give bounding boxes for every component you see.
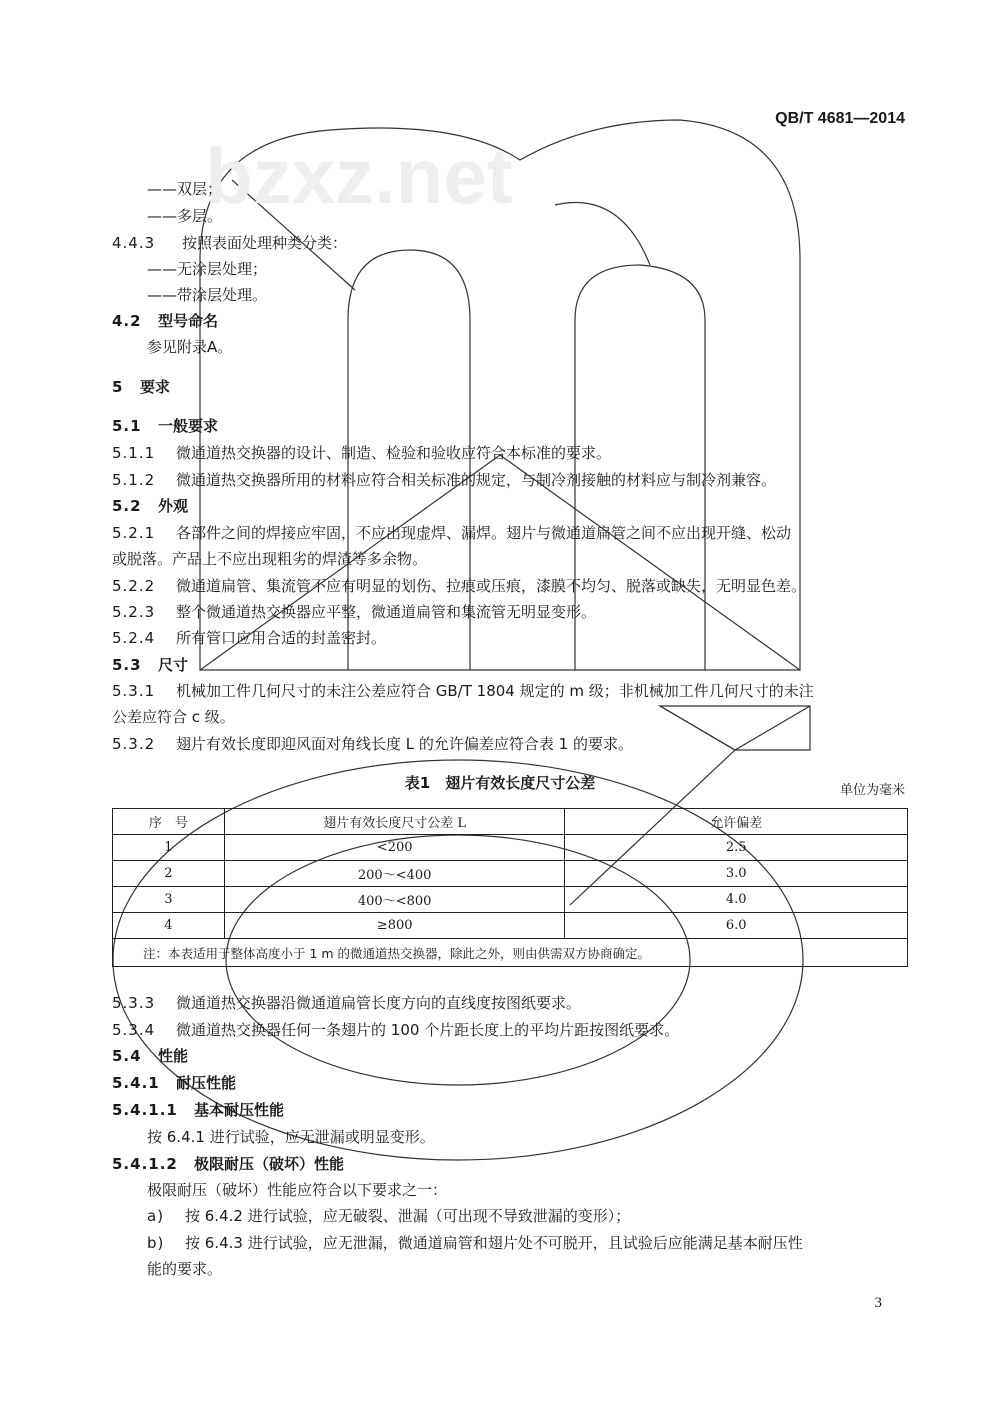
section-5-4-1-heading: 5.4.1 耐压性能 bbox=[112, 1074, 237, 1092]
table-note: 注：本表适用于整体高度小于 1 m 的微通道热交换器，除此之外，则由供需双方协商确定。 bbox=[113, 939, 908, 967]
clause-5-2-3: 5.2.3 整个微通道热交换器应平整，微通道扁管和集流管无明显变形。 bbox=[112, 603, 597, 621]
list-item-b: b) 按 6.4.3 进行试验，应无泄漏，微通道扁管和翅片处不可脱开，且试验后应能满足基本耐压性 bbox=[147, 1234, 803, 1252]
table-cell: 4 bbox=[113, 913, 225, 939]
clause-5-2-1-cont: 或脱落。产品上不应出现粗劣的焊渣等多余物。 bbox=[112, 550, 428, 568]
clause-5-4-1-2-text: 极限耐压（破坏）性能应符合以下要求之一： bbox=[147, 1181, 448, 1199]
section-4-2-heading: 4.2 型号命名 bbox=[112, 312, 219, 330]
section-5-heading: 5 要求 bbox=[112, 378, 171, 396]
tolerance-table bbox=[112, 808, 908, 967]
table-unit: 单位为毫米 bbox=[839, 783, 905, 798]
clause-4-4-3: 4.4.3 按照表面处理种类分类： bbox=[112, 234, 348, 252]
table-cell: 2.5 bbox=[565, 835, 908, 861]
header-deviation: 允许偏差 bbox=[565, 809, 908, 835]
clause-5-1-1: 5.1.1 微通道热交换器的设计、制造、检验和验收应符合本标准的要求。 bbox=[112, 444, 612, 462]
clause-5-3-1-cont: 公差应符合 c 级。 bbox=[112, 708, 235, 726]
table-cell: <200 bbox=[224, 835, 565, 861]
table-cell: 6.0 bbox=[565, 913, 908, 939]
table-cell: 1 bbox=[113, 835, 225, 861]
list-item-coating: ——带涂层处理。 bbox=[147, 286, 268, 304]
section-5-4-1-2-heading: 5.4.1.2 极限耐压（破坏）性能 bbox=[112, 1155, 345, 1173]
clause-5-2-4: 5.2.4 所有管口应用合适的封盖密封。 bbox=[112, 629, 387, 647]
page-number: 3 bbox=[874, 1295, 882, 1311]
table-row bbox=[113, 913, 908, 939]
clause-5-3-2: 5.3.2 翅片有效长度即迎风面对角线长度 L 的允许偏差应符合表 1 的要求。 bbox=[112, 735, 633, 753]
clause-5-2-2: 5.2.2 微通道扁管、集流管不应有明显的划伤、拉痕或压痕，漆膜不均匀、脱落或缺失，无明显色差。 bbox=[112, 577, 807, 595]
table-cell: 200～<400 bbox=[224, 861, 565, 887]
table-row bbox=[113, 835, 908, 861]
clause-5-3-3: 5.3.3 微通道热交换器沿微通道扁管长度方向的直线度按图纸要求。 bbox=[112, 994, 582, 1012]
section-5-3-heading: 5.3 尺寸 bbox=[112, 656, 189, 674]
standard-code: QB/T 4681—2014 bbox=[775, 110, 905, 127]
list-item-a: a) 按 6.4.2 进行试验，应无破裂、泄漏（可出现不导致泄漏的变形）； bbox=[147, 1207, 631, 1225]
table-cell: 4.0 bbox=[565, 887, 908, 913]
clause-5-3-4: 5.3.4 微通道热交换器任何一条翅片的 100 个片距长度上的平均片距按图纸要求。 bbox=[112, 1021, 680, 1039]
table-cell: 3.0 bbox=[565, 861, 908, 887]
clause-5-4-1-1-text: 按 6.4.1 进行试验，应无泄漏或明显变形。 bbox=[147, 1128, 435, 1146]
section-5-2-heading: 5.2 外观 bbox=[112, 497, 189, 515]
list-item-b-cont: 能的要求。 bbox=[147, 1260, 223, 1278]
table-cell: 400～<800 bbox=[224, 887, 565, 913]
table-cell: ≥800 bbox=[224, 913, 565, 939]
clause-5-3-1: 5.3.1 机械加工件几何尺寸的未注公差应符合 GB/T 1804 规定的 m 级；非机械加工件几何尺寸的未注 bbox=[112, 682, 814, 700]
table-header-row bbox=[113, 809, 908, 835]
list-item-no-coating: ——无涂层处理； bbox=[147, 260, 268, 278]
table-cell: 2 bbox=[113, 861, 225, 887]
table-row bbox=[113, 861, 908, 887]
table-note-row bbox=[113, 939, 908, 967]
clause-5-1-2: 5.1.2 微通道热交换器所用的材料应符合相关标准的规定，与制冷剂接触的材料应与制冷剂兼容。 bbox=[112, 471, 777, 489]
section-5-4-1-1-heading: 5.4.1.1 基本耐压性能 bbox=[112, 1101, 285, 1119]
list-item-double-layer: ——双层； bbox=[147, 180, 223, 198]
table-row bbox=[113, 887, 908, 913]
clause-5-2-1: 5.2.1 各部件之间的焊接应牢固，不应出现虚焊、漏焊。翅片与微通道扁管之间不应出现开缝、松动 bbox=[112, 524, 792, 542]
header-length: 翅片有效长度尺寸公差 L bbox=[224, 809, 565, 835]
annex-reference: 参见附录A。 bbox=[147, 338, 233, 356]
watermark-text: bzxz.net bbox=[205, 132, 513, 220]
list-item-multi-layer: ——多层。 bbox=[147, 207, 223, 225]
section-5-1-heading: 5.1 一般要求 bbox=[112, 417, 219, 435]
header-index: 序 号 bbox=[113, 809, 225, 835]
section-5-4-heading: 5.4 性能 bbox=[112, 1047, 189, 1065]
table-cell: 3 bbox=[113, 887, 225, 913]
table-caption: 表1 翅片有效长度尺寸公差 bbox=[404, 774, 596, 792]
